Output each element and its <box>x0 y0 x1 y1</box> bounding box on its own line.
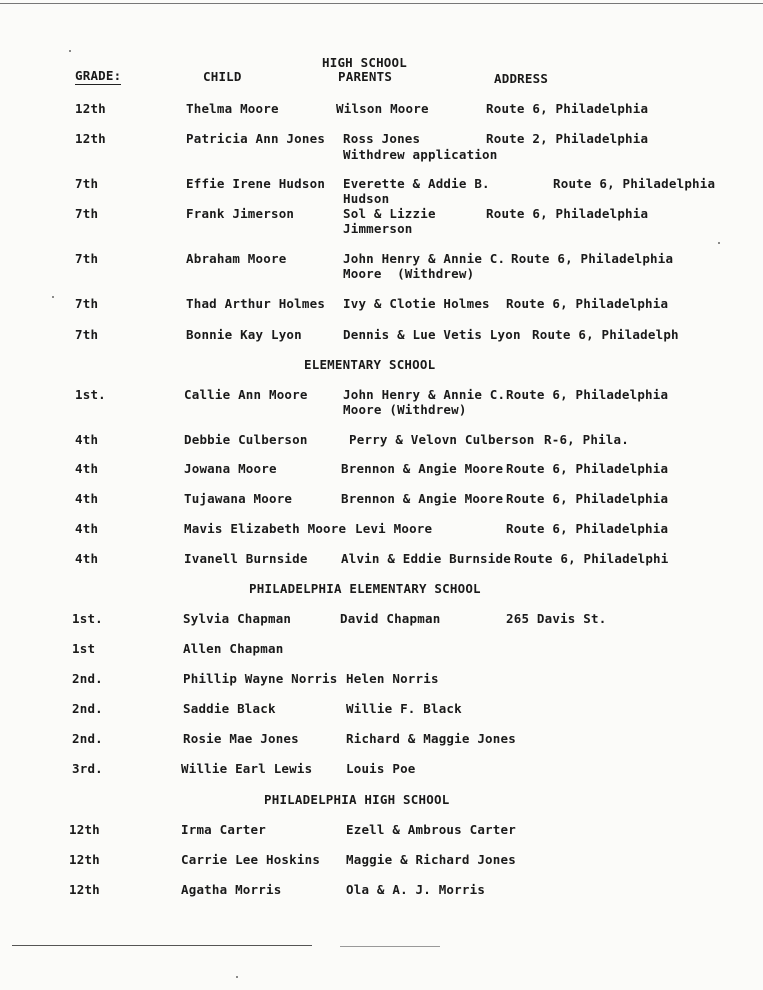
note-cell: Jimmerson <box>343 221 413 236</box>
section-heading-philadelphia-elementary: PHILADELPHIA ELEMENTARY SCHOOL <box>249 581 481 596</box>
page-title: HIGH SCHOOL <box>322 55 407 70</box>
grade-cell: 1st. <box>72 611 103 626</box>
parents-cell: Ivy & Clotie Holmes <box>343 296 490 311</box>
note-cell: Hudson <box>343 191 390 206</box>
scan-speck <box>236 976 238 978</box>
grade-cell: 3rd. <box>72 761 103 776</box>
address-cell: Route 6, Philadelphia <box>486 206 649 221</box>
grade-cell: 12th <box>69 822 100 837</box>
grade-cell: 4th <box>75 551 99 566</box>
grade-cell: 12th <box>69 882 100 897</box>
parents-cell: Perry & Velovn Culberson <box>349 432 535 447</box>
grade-cell: 1st <box>72 641 96 656</box>
child-cell: Frank Jimerson <box>186 206 295 221</box>
parents-cell: John Henry & Annie C. <box>343 251 506 266</box>
parents-cell: David Chapman <box>340 611 441 626</box>
parents-cell: Brennon & Angie Moore <box>341 461 504 476</box>
child-cell: Carrie Lee Hoskins <box>181 852 321 867</box>
parents-cell: Sol & Lizzie <box>343 206 436 221</box>
parents-cell: Alvin & Eddie Burnside <box>341 551 511 566</box>
grade-cell: 4th <box>75 461 99 476</box>
address-cell: Route 6, Philadelphia <box>506 387 669 402</box>
child-cell: Willie Earl Lewis <box>181 761 313 776</box>
parents-cell: Dennis & Lue Vetis Lyon <box>343 327 521 342</box>
child-cell: Callie Ann Moore <box>184 387 308 402</box>
child-cell: Patricia Ann Jones <box>186 131 326 146</box>
child-cell: Irma Carter <box>181 822 266 837</box>
parents-cell: Helen Norris <box>346 671 439 686</box>
child-cell: Mavis Elizabeth Moore <box>184 521 347 536</box>
child-cell: Effie Irene Hudson <box>186 176 326 191</box>
address-cell: 265 Davis St. <box>506 611 607 626</box>
child-cell: Tujawana Moore <box>184 491 293 506</box>
address-cell: Route 6, Philadelphia <box>506 461 669 476</box>
child-cell: Phillip Wayne Norris <box>183 671 338 686</box>
child-cell: Bonnie Kay Lyon <box>186 327 302 342</box>
child-cell: Thad Arthur Holmes <box>186 296 326 311</box>
column-header-grade: GRADE: <box>75 68 122 83</box>
grade-cell: 4th <box>75 491 99 506</box>
parents-cell: Louis Poe <box>346 761 416 776</box>
address-cell: Route 6, Philadelphia <box>506 296 669 311</box>
grade-cell: 7th <box>75 251 99 266</box>
note-cell: Withdrew application <box>343 147 498 162</box>
address-cell: Route 2, Philadelphia <box>486 131 649 146</box>
child-cell: Jowana Moore <box>184 461 277 476</box>
grade-cell: 12th <box>75 131 106 146</box>
parents-cell: Ola & A. J. Morris <box>346 882 486 897</box>
parents-cell: Maggie & Richard Jones <box>346 852 516 867</box>
section-heading-philadelphia-high: PHILADELPHIA HIGH SCHOOL <box>264 792 450 807</box>
child-cell: Debbie Culberson <box>184 432 308 447</box>
parents-cell: Everette & Addie B. <box>343 176 490 191</box>
grade-cell: 12th <box>69 852 100 867</box>
address-cell: Route 6, Philadelphia <box>486 101 649 116</box>
grade-cell: 2nd. <box>72 701 103 716</box>
column-header-child: CHILD <box>203 69 242 84</box>
scan-speck <box>69 50 71 52</box>
scan-speck <box>52 296 54 298</box>
address-cell: Route 6, Philadelphia <box>506 491 669 506</box>
parents-cell: Wilson Moore <box>336 101 429 116</box>
address-cell: R-6, Phila. <box>544 432 629 447</box>
child-cell: Rosie Mae Jones <box>183 731 299 746</box>
grade-cell: 4th <box>75 432 99 447</box>
grade-cell: 12th <box>75 101 106 116</box>
child-cell: Abraham Moore <box>186 251 287 266</box>
address-cell: Route 6, Philadelph <box>532 327 679 342</box>
address-cell: Route 6, Philadelphia <box>511 251 674 266</box>
parents-cell: Ross Jones <box>343 131 421 146</box>
grade-cell: 4th <box>75 521 99 536</box>
scan-speck <box>718 242 720 244</box>
address-cell: Route 6, Philadelphi <box>514 551 669 566</box>
bottom-scan-edge <box>12 945 312 946</box>
parents-cell: Brennon & Angie Moore <box>341 491 504 506</box>
child-cell: Sylvia Chapman <box>183 611 292 626</box>
address-cell: Route 6, Philadelphia <box>506 521 669 536</box>
grade-cell: 2nd. <box>72 731 103 746</box>
grade-cell: 7th <box>75 296 99 311</box>
bottom-scan-edge <box>340 946 440 947</box>
top-scan-edge <box>0 3 763 4</box>
column-header-address: ADDRESS <box>494 71 549 86</box>
column-header-parents: PARENTS <box>338 69 393 84</box>
parents-cell: Levi Moore <box>355 521 433 536</box>
parents-cell: Ezell & Ambrous Carter <box>346 822 516 837</box>
child-cell: Allen Chapman <box>183 641 284 656</box>
grade-cell: 2nd. <box>72 671 103 686</box>
parents-cell: John Henry & Annie C. <box>343 387 506 402</box>
grade-cell: 1st. <box>75 387 106 402</box>
child-cell: Thelma Moore <box>186 101 279 116</box>
section-heading-elementary: ELEMENTARY SCHOOL <box>304 357 436 372</box>
child-cell: Saddie Black <box>183 701 276 716</box>
grade-cell: 7th <box>75 176 99 191</box>
parents-cell: Willie F. Black <box>346 701 462 716</box>
note-cell: Moore (Withdrew) <box>343 402 467 417</box>
grade-cell: 7th <box>75 327 99 342</box>
child-cell: Ivanell Burnside <box>184 551 308 566</box>
grade-cell: 7th <box>75 206 99 221</box>
parents-cell: Richard & Maggie Jones <box>346 731 516 746</box>
child-cell: Agatha Morris <box>181 882 282 897</box>
address-cell: Route 6, Philadelphia <box>553 176 716 191</box>
note-cell: Moore (Withdrew) <box>343 266 475 281</box>
